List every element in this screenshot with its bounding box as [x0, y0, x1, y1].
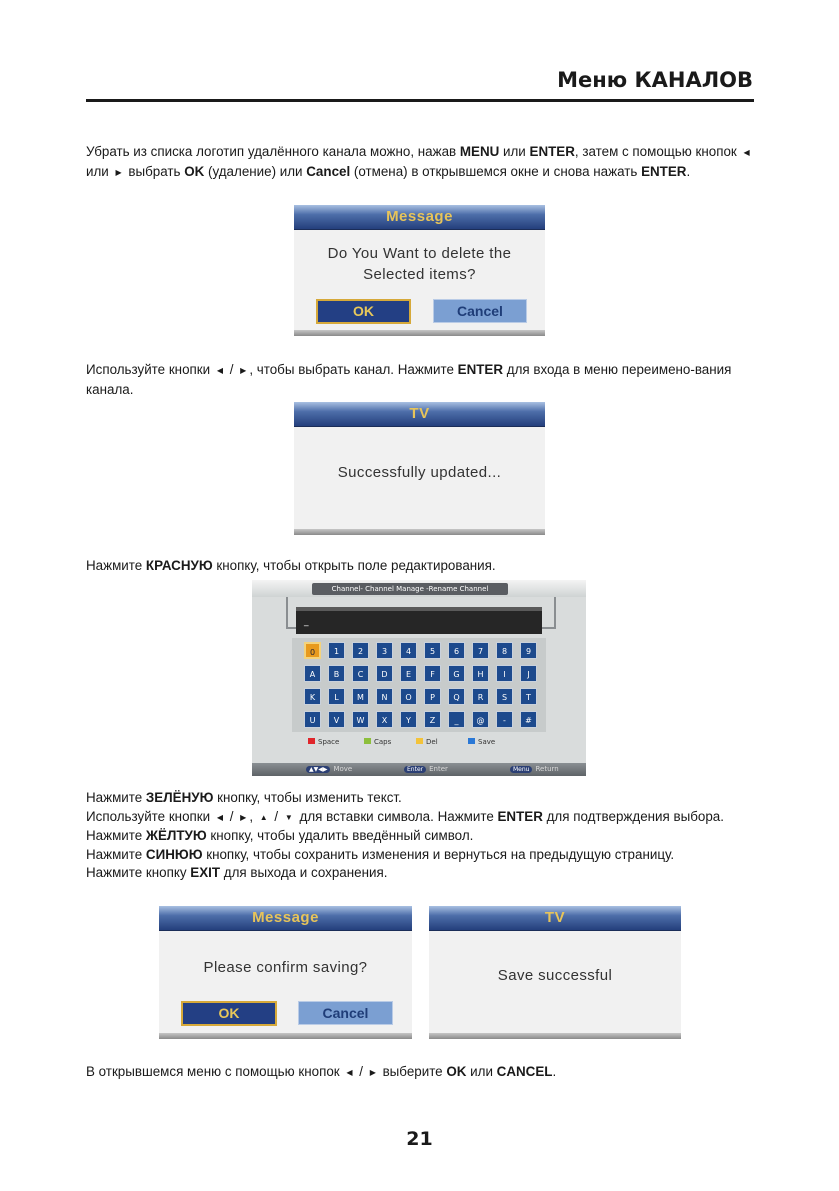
key-5[interactable]: 5 [424, 642, 441, 659]
paragraph-select-ok-cancel: В открывшемся меню с помощью кнопок ◀ / ▶ выберите OK или CANCEL. [86, 1064, 557, 1079]
dialog-message-line1: Do You Want to delete the [327, 245, 512, 262]
key-l[interactable]: L [328, 688, 345, 705]
green-swatch-icon [364, 738, 371, 744]
footer-move: ▲▼◀▶ Move [306, 765, 352, 773]
footer-return: Menu Return [510, 765, 559, 773]
cancel-button[interactable]: Cancel [433, 299, 527, 323]
legend-save: Save [468, 738, 495, 746]
blue-swatch-icon [468, 738, 475, 744]
dialog-bottom-bar [294, 529, 545, 535]
paragraph-edit-instructions: Нажмите ЗЕЛЁНУЮ кнопку, чтобы изменить текст. Используйте кнопки ◀ / ▶ , ▲ / ▼ для вставки символа. Нажмите ENTER для подтверждения выбора. Нажмите ЖЁЛТУЮ кнопку, чтобы удалить введённый символ. Нажмите СИНЮЮ кнопку, чтобы сохранить изменения и вернуться на предыдущую страницу. Нажмите кнопку EXIT для выхода и сохранения. [86, 790, 724, 880]
screen-title: Channel- Channel Manage -Rename Channel [312, 583, 508, 595]
dialog-title: Message [252, 909, 319, 926]
header-rule [86, 99, 754, 102]
left-arrow-icon: ◀ [743, 148, 750, 157]
ok-button[interactable]: OK [181, 1001, 277, 1026]
key-r[interactable]: R [472, 688, 489, 705]
footer-enter: Enter Enter [404, 765, 448, 773]
dialog-title: Message [386, 208, 453, 225]
key-8[interactable]: 8 [496, 642, 513, 659]
updated-dialog [294, 402, 545, 535]
page-number: 21 [406, 1128, 433, 1150]
legend-del: Del [416, 738, 438, 746]
key-9[interactable]: 9 [520, 642, 537, 659]
save-success-dialog [429, 906, 681, 1039]
key-at[interactable]: @ [472, 711, 489, 728]
dialog-message: Successfully updated... [337, 464, 502, 481]
key-g[interactable]: G [448, 665, 465, 682]
key-m[interactable]: M [352, 688, 369, 705]
yellow-swatch-icon [416, 738, 423, 744]
cancel-button[interactable]: Cancel [298, 1001, 393, 1025]
channel-name-input[interactable] [296, 607, 542, 634]
key-i[interactable]: I [496, 665, 513, 682]
right-arrow-icon: ▶ [240, 812, 247, 822]
key-1[interactable]: 1 [328, 642, 345, 659]
page-title: Меню КАНАЛОВ [557, 68, 753, 92]
dialog-bottom-bar [429, 1033, 681, 1039]
dialog-message: Please confirm saving? [203, 959, 368, 976]
key-c[interactable]: C [352, 665, 369, 682]
left-arrow-icon: ◀ [216, 812, 223, 822]
key-z[interactable]: Z [424, 711, 441, 728]
key-a[interactable]: A [304, 665, 321, 682]
key-s[interactable]: S [496, 688, 513, 705]
right-arrow-icon: ▶ [369, 1068, 376, 1077]
right-arrow-icon: ▶ [115, 167, 122, 177]
key-p[interactable]: P [424, 688, 441, 705]
down-arrow-icon: ▼ [284, 812, 293, 822]
key-y[interactable]: Y [400, 711, 417, 728]
key-b[interactable]: B [328, 665, 345, 682]
text-cursor: _ [304, 617, 309, 627]
key-v[interactable]: V [328, 711, 345, 728]
left-arrow-icon: ◀ [346, 1068, 353, 1077]
delete-dialog [294, 205, 545, 336]
right-arrow-icon: ▶ [240, 366, 247, 375]
key-h[interactable]: H [472, 665, 489, 682]
key-e[interactable]: E [400, 665, 417, 682]
dialog-bottom-bar [294, 330, 545, 336]
legend-caps: Caps [364, 738, 391, 746]
move-keys-icon: ▲▼◀▶ [306, 766, 330, 773]
key-n[interactable]: N [376, 688, 393, 705]
dialog-message-line2: Selected items? [363, 266, 476, 283]
key-hash[interactable]: # [520, 711, 537, 728]
dialog-message: Save successful [497, 967, 613, 984]
menu-key-icon: Menu [510, 766, 532, 773]
dialog-bottom-bar [159, 1033, 412, 1039]
key-u[interactable]: U [304, 711, 321, 728]
key-2[interactable]: 2 [352, 642, 369, 659]
key-3[interactable]: 3 [376, 642, 393, 659]
paragraph-select-channel: Используйте кнопки ◀ / ▶ , чтобы выбрать канал. Нажмите ENTER для входа в меню переимено-вания канала. [86, 362, 732, 397]
key-w[interactable]: W [352, 711, 369, 728]
enter-key-icon: Enter [404, 766, 426, 773]
confirm-save-dialog [159, 906, 412, 1039]
key-6[interactable]: 6 [448, 642, 465, 659]
key-x[interactable]: X [376, 711, 393, 728]
key-f[interactable]: F [424, 665, 441, 682]
key-o[interactable]: O [400, 688, 417, 705]
key-dash[interactable]: - [496, 711, 513, 728]
key-k[interactable]: K [304, 688, 321, 705]
red-swatch-icon [308, 738, 315, 744]
paragraph-delete-logo: Убрать из списка логотип удалённого канала можно, нажав MENU или ENTER, затем с помощью кнопок ◀ или ▶ выбрать OK (удаление) или Cancel (отмена) в открывшемся окне и снова нажать ENTER. [86, 144, 750, 179]
key-0[interactable]: 0 [304, 642, 321, 659]
key-underscore[interactable]: _ [448, 711, 465, 728]
key-t[interactable]: T [520, 688, 537, 705]
ok-button[interactable]: OK [316, 299, 411, 324]
dialog-title: TV [544, 909, 566, 926]
up-arrow-icon: ▲ [259, 812, 268, 822]
key-q[interactable]: Q [448, 688, 465, 705]
legend-space: Space [308, 738, 339, 746]
screen-footer [252, 763, 586, 776]
key-7[interactable]: 7 [472, 642, 489, 659]
paragraph-red-button: Нажмите КРАСНУЮ кнопку, чтобы открыть поле редактирования. [86, 558, 496, 573]
key-d[interactable]: D [376, 665, 393, 682]
key-j[interactable]: J [520, 665, 537, 682]
left-arrow-icon: ◀ [216, 366, 223, 375]
dialog-title: TV [409, 405, 430, 422]
key-4[interactable]: 4 [400, 642, 417, 659]
rename-channel-screen [252, 580, 586, 776]
